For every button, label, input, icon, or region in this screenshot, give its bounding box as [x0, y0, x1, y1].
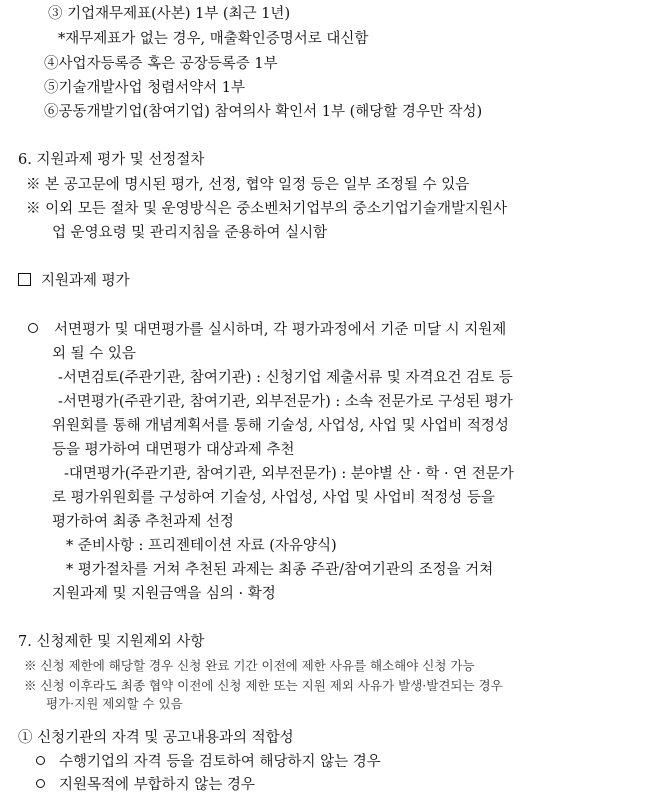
square-bullet-icon [18, 273, 31, 286]
eval-presentation-evaluation: -대면평가(주관기관, 참여기관, 외부전문가) : 분야별 산 · 학 · 연 전문가 [64, 466, 514, 482]
section-6-note-1: ※ 본 공고문에 명시된 평가, 선정, 협약 일정 등은 일부 조정될 수 있음 [26, 177, 470, 193]
eval-heading: 지원과제 평가 [18, 271, 130, 291]
eval-document-evaluation: -서면평가(주관기관, 참여기관, 외부전문가) : 소속 전문가로 구성된 평가 [58, 394, 513, 410]
eval-presentation-evaluation-cont-1: 로 평가위원회를 구성하여 기술성, 사업성, 사업 및 사업비 적정성 등을 [52, 490, 495, 506]
section-6-note-2-cont: 업 운영요령 및 관리지침을 준용하여 실시함 [52, 225, 328, 241]
eval-bullet: 서면평가 및 대면평가를 실시하며, 각 평가과정에서 기준 미달 시 지원제 [28, 320, 506, 340]
doc-line-participation-confirmation: ⑥공동개발기업(참여기업) 참여의사 확인서 1부 (해당할 경우만 작성) [44, 104, 483, 120]
eval-bullet-cont: 외 될 수 있음 [52, 346, 136, 362]
circle-bullet-icon [36, 756, 45, 765]
doc-line-business-registration: ④사업자등록증 혹은 공장등록증 1부 [44, 56, 278, 72]
section-6-note-2: ※ 이외 모든 절차 및 운영방식은 중소벤처기업부의 중소기업기술개발지원사 [26, 201, 507, 217]
eval-document-review: -서면검토(주관기관, 참여기관) : 신청기업 제출서류 및 자격요건 검토 등 [58, 370, 513, 386]
section-7-note-2: ※ 신청 이후라도 최종 협약 이전에 신청 제한 또는 지원 제외 사유가 발생·발견되는 경우 [24, 678, 503, 693]
eval-document-evaluation-cont-2: 등을 평가하여 대면평가 대상과제 추천 [52, 442, 295, 458]
doc-line-financial-statements: ③ 기업재무제표(사본) 1부 (최근 1년) [48, 6, 291, 22]
doc-line-financial-note: *재무제표가 없는 경우, 매출확인증명서로 대신함 [58, 31, 369, 47]
eval-preparation-note: * 준비사항 : 프리젠테이션 자료 (자유양식) [66, 538, 337, 554]
eval-procedure-note-cont: 지원과제 및 지원금액을 심의 · 확정 [52, 586, 276, 602]
eval-document-evaluation-cont-1: 위원회를 통해 개념계획서를 통해 기술성, 사업성, 사업 및 사업비 적정성 [52, 418, 509, 434]
section-7-title: 7. 신청제한 및 지원제외 사항 [18, 634, 205, 650]
section-6-title: 6. 지원과제 평가 및 선정절차 [18, 152, 205, 168]
section-7-note-2-cont: 평가·지원 제외할 수 있음 [46, 696, 183, 711]
eval-procedure-note: * 평가절차를 거쳐 추천된 과제는 최종 주관/참여기관의 조정을 거쳐 [66, 562, 494, 578]
eval-presentation-evaluation-cont-2: 평가하여 최종 추천과제 선정 [52, 514, 234, 530]
circle-bullet-icon [28, 323, 38, 333]
section-7-note-1: ※ 신청 제한에 해당할 경우 신청 완료 기간 이전에 제한 사유를 해소해야 신청 가능 [24, 658, 475, 673]
doc-line-integrity-pledge: ⑤기술개발사업 청렴서약서 1부 [44, 80, 246, 96]
exclusion-item: 지원목적에 부합하지 않는 경우 [36, 775, 255, 795]
section-7-subheading: ① 신청기관의 자격 및 공고내용과의 적합성 [18, 730, 294, 746]
exclusion-item: 수행기업의 자격 등을 검토하여 해당하지 않는 경우 [36, 752, 381, 772]
circle-bullet-icon [36, 779, 45, 788]
